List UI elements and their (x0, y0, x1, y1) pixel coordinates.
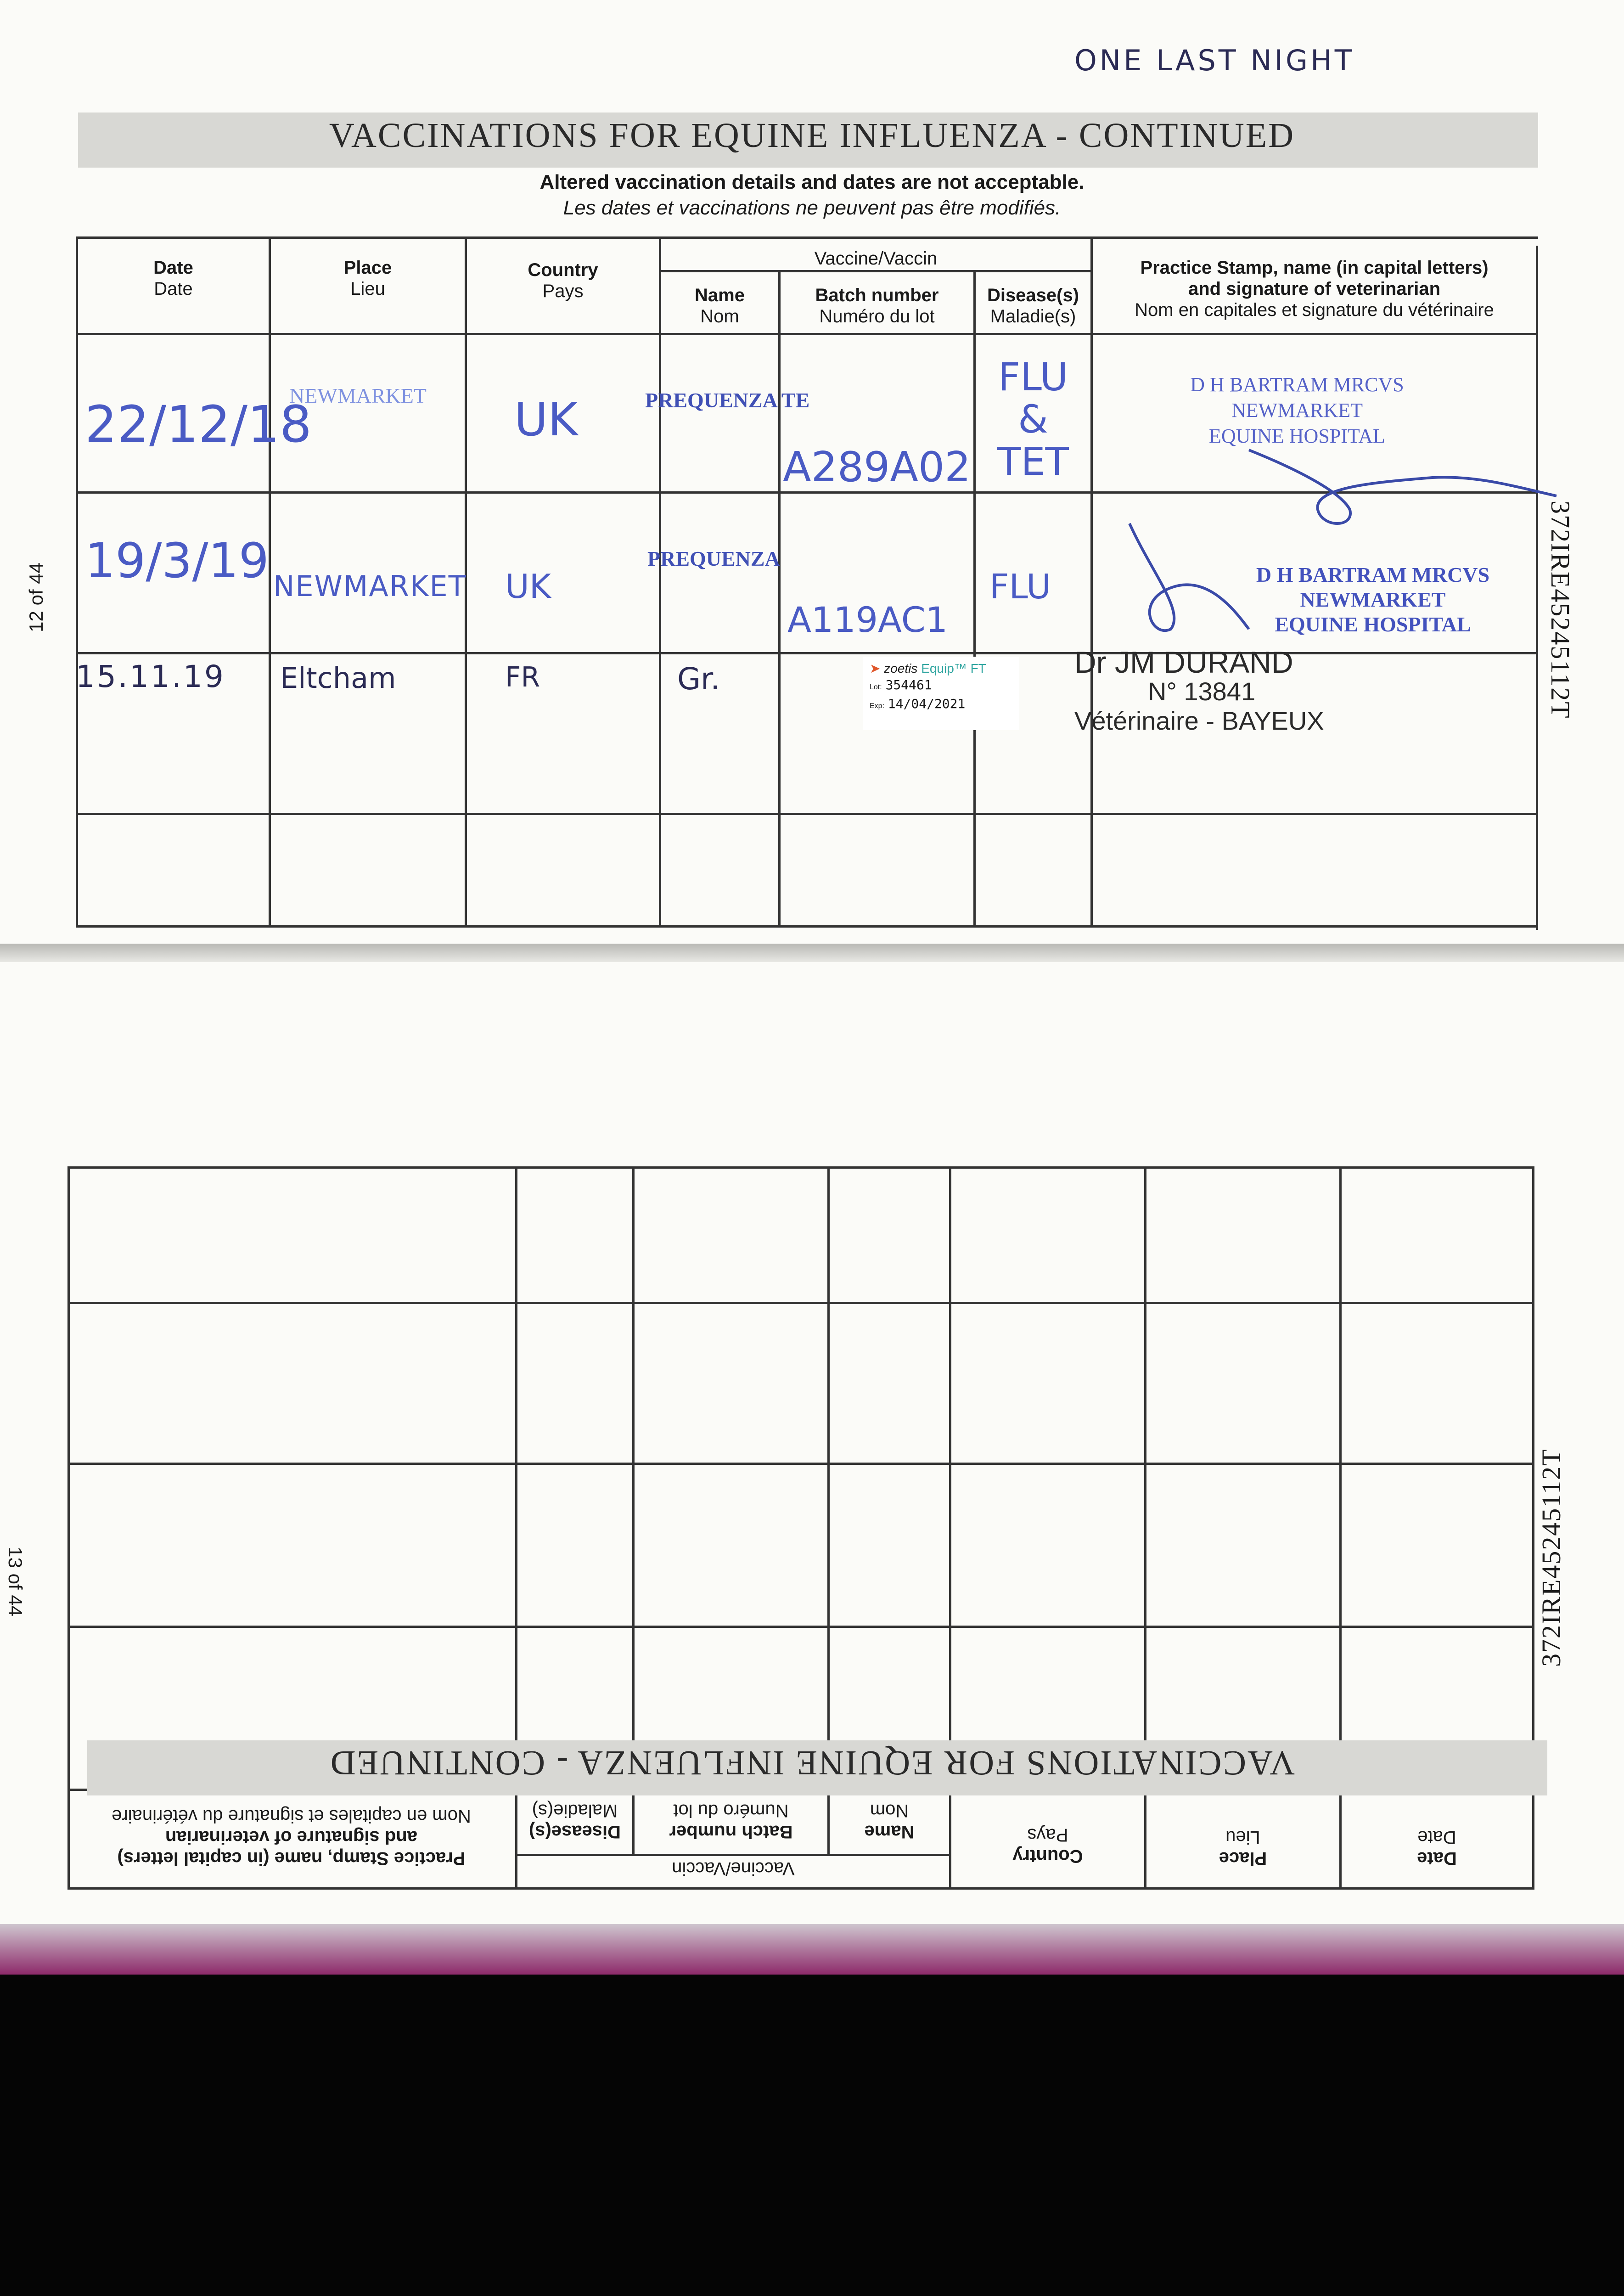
row1-place: NEWMARKET (289, 384, 427, 407)
header-batch: Batch number Numéro du lot (815, 285, 939, 326)
handwritten-annotation: ONE LAST NIGHT (1074, 44, 1355, 77)
page-title: VACCINATIONS FOR EQUINE INFLUENZA - CONTINUED (329, 116, 1295, 155)
notice-french: Les dates et vaccinations ne peuvent pas être modifiés. (563, 197, 1061, 219)
header-vaccine: Vaccine/Vaccin (814, 248, 938, 269)
zoetis-logo-icon: ➤ (870, 661, 881, 675)
header-practice-stamp: Practice Stamp, name (in capital letters) and signature of veterinarian Nom en capitales et signature du vétérinaire (1135, 258, 1494, 320)
horse-id-code: 372IRE45245112T (1545, 501, 1575, 719)
col-divider (973, 271, 976, 928)
row1-vaccine-name: PREQUENZA TE (645, 388, 810, 412)
header-place: Place Lieu (343, 258, 392, 299)
vet-signature (1240, 441, 1561, 533)
row3-date: 15.11.19 (76, 659, 225, 694)
header-batch: Batch number Numéro du lot (669, 1801, 793, 1842)
header-vaccine: Vaccine/Vaccin (672, 1858, 795, 1879)
header-name: Name Nom (864, 1801, 915, 1842)
row3-place: Eltcham (280, 661, 396, 695)
row2-batch: A119AC1 (787, 599, 948, 640)
vaccine-subheader-line (517, 1854, 951, 1856)
col-divider (659, 236, 661, 928)
scan-background (0, 1975, 1624, 2296)
header-disease: Disease(s) Maladie(s) (987, 285, 1079, 326)
row2-date: 19/3/19 (85, 533, 269, 589)
col-divider (778, 271, 781, 928)
page-number: 13 of 44 (5, 1547, 26, 1616)
row-line (76, 813, 1536, 815)
row2-practice-stamp: D H BARTRAM MRCVS NEWMARKET EQUINE HOSPITAL (1256, 563, 1490, 636)
row1-country: UK (514, 393, 578, 446)
header-disease: Disease(s) Maladie(s) (528, 1801, 621, 1842)
header-country: Country Pays (528, 260, 598, 301)
vaccine-label-sticker: ➤ zoetis Equip™ FT Lot: 354461 Exp: 14/04/2021 (863, 657, 1019, 730)
row1-batch: A289A02 (783, 443, 971, 491)
row2-place: NEWMARKET (273, 569, 467, 603)
row3-practice-stamp: Dr JM DURAND N° 13841 Vétérinaire - BAYEUX (1074, 645, 1324, 735)
row2-vaccine-name: PREQUENZA (647, 547, 780, 570)
row1-practice-stamp: D H BARTRAM MRCVS NEWMARKET EQUINE HOSPITAL (1190, 373, 1404, 447)
horse-id-code: 372IRE45245112T (1536, 1448, 1566, 1667)
page-title: VACCINATIONS FOR EQUINE INFLUENZA - CONTINUED (329, 1744, 1295, 1782)
header-date: Date Date (1417, 1827, 1457, 1868)
notice-english: Altered vaccination details and dates are not acceptable. (539, 171, 1085, 193)
row2-country: UK (505, 567, 551, 606)
row3-country: FR (505, 661, 540, 693)
header-practice-stamp: Practice Stamp, name (in capital letters) and signature of veterinarian Nom en capitales et signature du vétérinaire (112, 1806, 471, 1868)
header-bottom-line (76, 333, 1536, 335)
row-line (67, 1463, 1534, 1465)
vet-signature (1116, 519, 1253, 638)
row1-disease: FLU & TET (997, 355, 1069, 484)
row-line (67, 1626, 1534, 1628)
header-country: Country Pays (1012, 1825, 1083, 1866)
row-line (67, 1302, 1534, 1304)
page-13 (0, 962, 1624, 1938)
row3-vaccine-name: Gr. (677, 661, 720, 697)
col-divider (1090, 236, 1093, 928)
header-name: Name Nom (695, 285, 745, 326)
header-place: Place Lieu (1219, 1827, 1267, 1868)
book-spine (0, 944, 1624, 962)
passport-cover-edge (0, 1924, 1624, 1975)
vaccine-subheader-line (659, 270, 1090, 272)
row2-disease: FLU (989, 567, 1051, 607)
page-number: 12 of 44 (25, 563, 47, 632)
row1-date: 22/12/18 (85, 395, 312, 454)
page-12 (0, 0, 1624, 951)
header-date: Date Date (153, 258, 193, 299)
